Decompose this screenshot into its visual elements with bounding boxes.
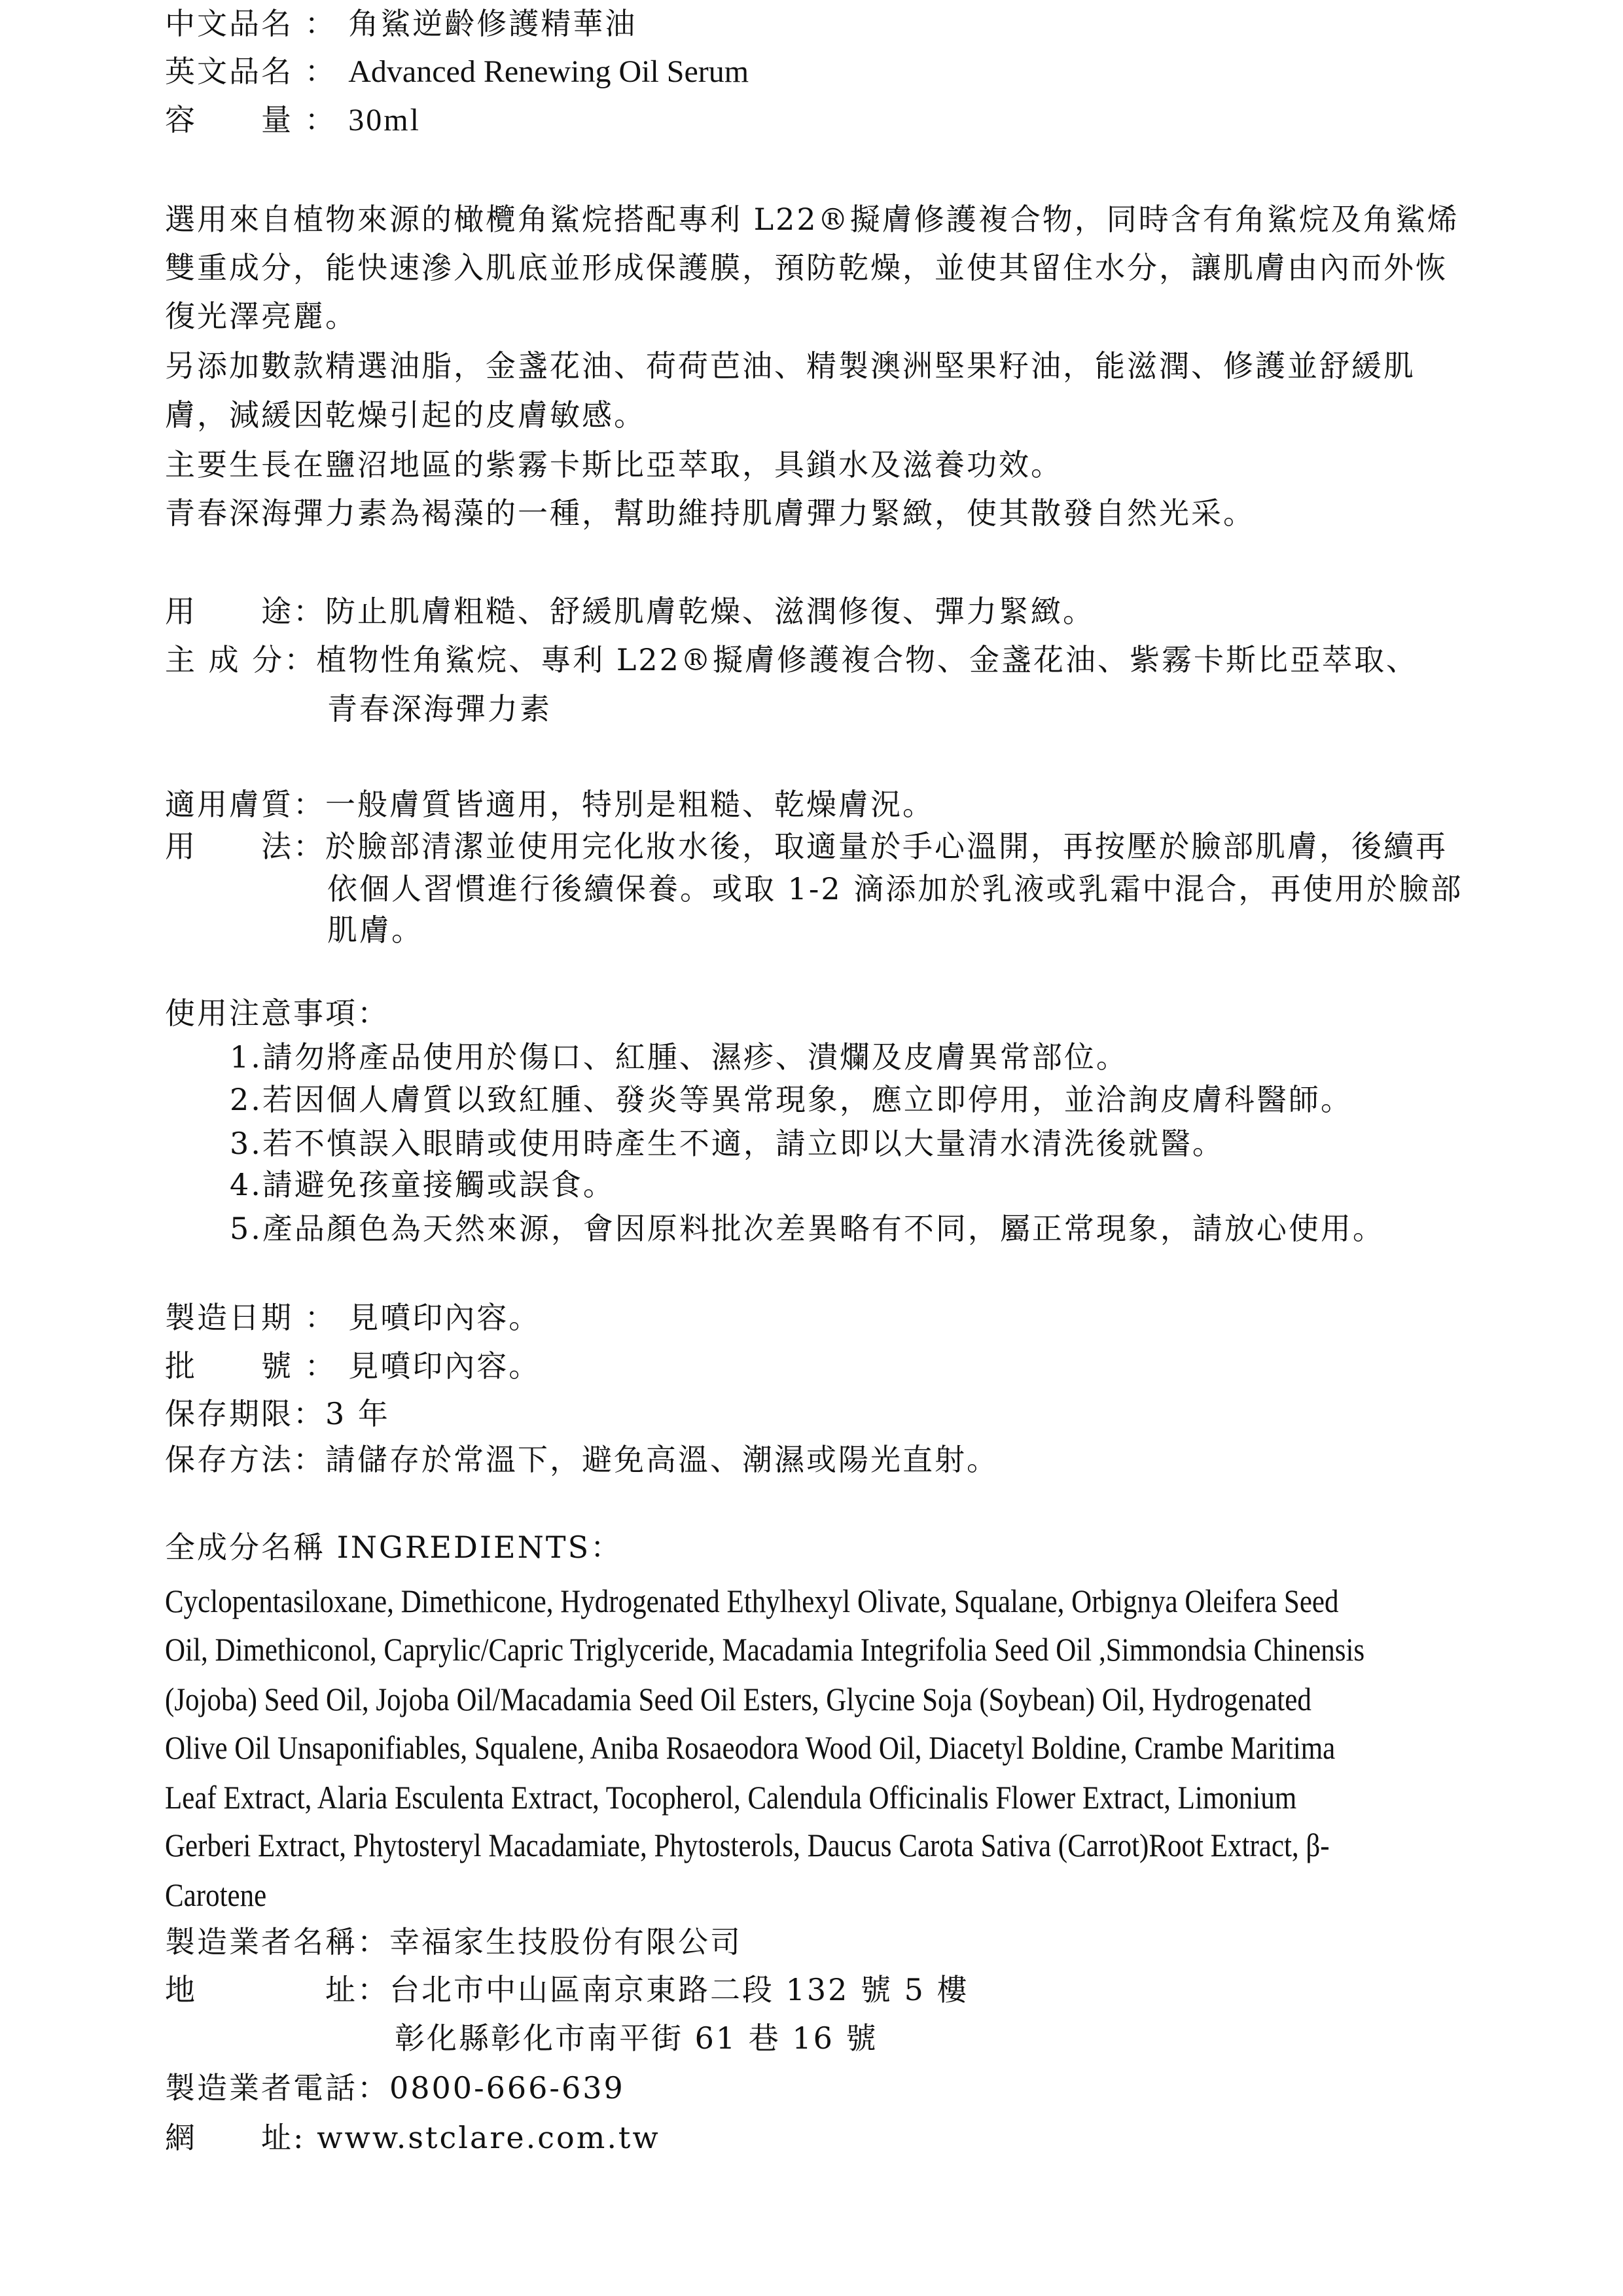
usage-purpose-row [165, 593, 1095, 630]
directions-text: 於臉部清潔並使用完化妝水後，取適量於手心溫開，再按壓於臉部肌膚，後續再 [325, 829, 1448, 864]
shelf-life-label: 保存期限： [165, 1396, 325, 1431]
directions-text: 依個人習慣進行後續保養。或取 1-2 滴添加於乳液或乳霜中混合，再使用於臉部 [327, 871, 1463, 906]
precaution-item: 3.若不慎誤入眼睛或使用時產生不適，請立即以大量清水清洗後就醫。 [230, 1126, 1224, 1161]
phone-row [165, 2070, 625, 2106]
shelf-life-row [165, 1395, 390, 1432]
description-line: 膚，減緩因乾燥引起的皮膚敏感。 [165, 397, 646, 433]
storage-row [165, 1441, 999, 1478]
precaution-item: 4.請避免孩童接觸或誤食。 [230, 1167, 615, 1202]
description-line: 選用來自植物來源的橄欖角鯊烷搭配專利 L22®擬膚修護複合物，同時含有角鯊烷及角鯊烯 [165, 202, 1459, 237]
shelf-life-text: 3 年 [325, 1396, 390, 1431]
precaution-item: 1.請勿將產品使用於傷口、紅腫、濕疹、潰爛及皮膚異常部位。 [230, 1039, 1128, 1075]
manufacture-date-row [165, 1299, 541, 1336]
name-en-row [165, 53, 749, 90]
ingredients-line: (Jojoba) Seed Oil, Jojoba Oil/Macadamia Seed Oil Esters, Glycine Soja (Soybean) Oil, Hydrogenated [165, 1681, 1311, 1717]
name-zh: 角鯊逆齡修護精華油 [348, 6, 637, 41]
description-line: 青春深海彈力素為褐藻的一種，幫助維持肌膚彈力緊緻，使其散發自然光采。 [165, 495, 1255, 531]
storage-text: 請儲存於常溫下，避免高溫、潮濕或陽光直射。 [325, 1442, 999, 1477]
ingredients-line: Cyclopentasiloxane, Dimethicone, Hydrogenated Ethylhexyl Olivate, Squalane, Orbignya Oleifera Seed [165, 1583, 1339, 1619]
main-ingredients-text: 植物性角鯊烷、專利 L22®擬膚修護複合物、金盞花油、紫霧卡斯比亞萃取、 [316, 642, 1418, 677]
name-zh-row [165, 5, 637, 42]
batch-row [165, 1348, 541, 1384]
precaution-item: 2.若因個人膚質以致紅腫、發炎等異常現象，應立即停用，並洽詢皮膚科醫師。 [230, 1082, 1353, 1117]
website-row [165, 2119, 660, 2156]
storage-label: 保存方法： [165, 1442, 325, 1477]
precaution-item: 5.產品顏色為天然來源，會因原料批次差異略有不同，屬正常現象，請放心使用。 [230, 1211, 1385, 1246]
main-ingredients-row [165, 641, 1418, 678]
name-zh-label: 中文品名 ： [165, 6, 349, 41]
description-line: 復光澤亮麗。 [165, 298, 357, 334]
skin-type-text: 一般膚質皆適用，特別是粗糙、乾燥膚況。 [325, 787, 935, 822]
phone-label: 製造業者電話： [165, 2070, 389, 2106]
precautions-title: 使用注意事項： [165, 996, 389, 1031]
ingredients-line: Gerberi Extract, Phytosteryl Macadamiate, Phytosterols, Daucus Carota Sativa (Carrot)Root Extract, β- [165, 1827, 1330, 1863]
ingredients-line: Olive Oil Unsaponifiables, Squalene, Aniba Rosaeodora Wood Oil, Diacetyl Boldine, Crambe Maritima [165, 1729, 1336, 1766]
usage-purpose-label: 用 途： [165, 594, 325, 629]
ingredients-line: Leaf Extract, Alaria Esculenta Extract, Tocopherol, Calendula Officinalis Flower Extract, Limonium [165, 1779, 1297, 1816]
usage-purpose-text: 防止肌膚粗糙、舒緩肌膚乾燥、滋潤修復、彈力緊緻。 [325, 594, 1095, 629]
address-row [165, 1971, 969, 2008]
ingredients-title: 全成分名稱 INGREDIENTS： [165, 1530, 623, 1565]
manufacture-date-text: 見噴印內容。 [348, 1300, 541, 1335]
name-en-label: 英文品名 ： [165, 54, 349, 89]
volume-row [165, 101, 421, 139]
batch-text: 見噴印內容。 [348, 1348, 541, 1384]
website-link[interactable]: www.stclare.com.tw [317, 2120, 660, 2155]
skin-type-row [165, 786, 935, 823]
volume: 30ml [348, 103, 421, 137]
skin-type-label: 適用膚質： [165, 787, 325, 822]
main-ingredients-text: 青春深海彈力素 [327, 691, 552, 726]
directions-label: 用 法： [165, 829, 325, 864]
directions-text: 肌膚。 [327, 912, 423, 948]
name-en: Advanced Renewing Oil Serum [348, 54, 749, 89]
manufacturer-row [165, 1924, 742, 1960]
ingredients-line: Carotene [165, 1876, 267, 1913]
website-label: 網 址: [165, 2120, 317, 2155]
address-text: 台北市中山區南京東路二段 132 號 5 樓 [389, 1972, 969, 2007]
main-ingredients-label: 主 成 分： [165, 642, 317, 677]
description-line: 另添加數款精選油脂，金盞花油、荷荷芭油、精製澳洲堅果籽油，能滋潤、修護並舒緩肌 [165, 348, 1416, 384]
volume-label: 容 量 ： [165, 102, 349, 137]
address-text: 彰化縣彰化市南平街 61 巷 16 號 [395, 2020, 878, 2056]
description-line: 主要生長在鹽沼地區的紫霧卡斯比亞萃取，具鎖水及滋養功效。 [165, 447, 1063, 482]
directions-row [165, 828, 1448, 865]
address-label: 地 址： [165, 1972, 389, 2007]
phone-text: 0800-666-639 [389, 2070, 625, 2106]
manufacturer-text: 幸福家生技股份有限公司 [389, 1924, 742, 1960]
batch-label: 批 號 ： [165, 1348, 349, 1384]
manufacturer-label: 製造業者名稱： [165, 1924, 389, 1960]
manufacture-date-label: 製造日期 ： [165, 1300, 349, 1335]
description-line: 雙重成分，能快速滲入肌底並形成保護膜，預防乾燥，並使其留住水分，讓肌膚由內而外恢 [165, 250, 1448, 285]
ingredients-line: Oil, Dimethiconol, Caprylic/Capric Triglyceride, Macadamia Integrifolia Seed Oil ,Simmondsia Chinensis [165, 1631, 1365, 1668]
